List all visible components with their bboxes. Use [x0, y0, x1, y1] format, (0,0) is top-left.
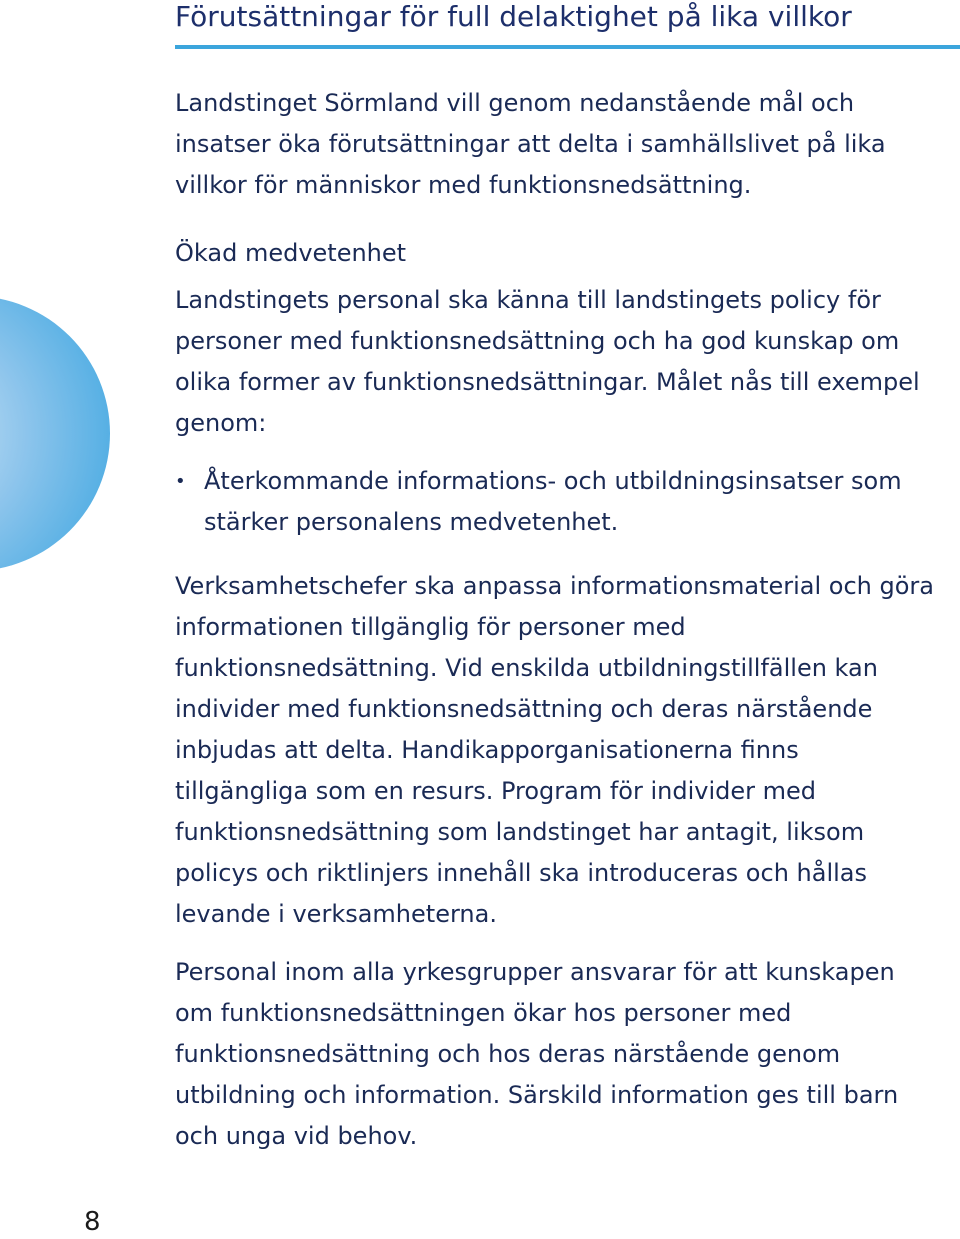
- title-rule: [175, 45, 960, 49]
- bullet-text: Återkommande informations- och utbildningsinsatser som stärker personalens medvetenhet.: [204, 467, 902, 536]
- page-number: 8: [84, 1207, 101, 1237]
- decorative-circle: [0, 296, 110, 571]
- paragraph-staff: Personal inom alla yrkesgrupper ansvarar för att kunskapen om funktionsnedsättningen ökar hos personer med funktionsnedsättning och hos deras närstående genom utbildning och information. Särskild information ges till barn och unga vid behov.: [175, 958, 899, 1150]
- bullet-icon: •: [175, 471, 186, 492]
- bullet-list: [175, 461, 935, 543]
- main-content: [175, 83, 935, 1157]
- section-heading: Ökad medvetenhet: [175, 239, 407, 267]
- paragraph-policy: Landstingets personal ska känna till landstingets policy för personer med funktionsnedsättning och ha god kunskap om olika former av funktionsnedsättningar. Målet nås till exempel genom:: [175, 286, 920, 437]
- page-title: Förutsättningar för full delaktighet på lika villkor: [175, 0, 852, 33]
- list-item: [175, 461, 935, 543]
- intro-paragraph: Landstinget Sörmland vill genom nedanstående mål och insatser öka förutsättningar att delta i samhällslivet på lika villkor för människor med funktionsnedsättning.: [175, 89, 886, 199]
- paragraph-managers: Verksamhetschefer ska anpassa informationsmaterial och göra informationen tillgänglig för personer med funktionsnedsättning. Vid enskilda utbildningstillfällen kan individer med funktionsnedsättning och deras närstående inbjudas att delta. Handikapporganisationerna finns tillgängliga som en resurs. Program för individer med funktionsnedsättning som landstinget har antagit, liksom policys och riktlinjers innehåll ska introduceras och hållas levande i verksamheterna.: [175, 572, 934, 928]
